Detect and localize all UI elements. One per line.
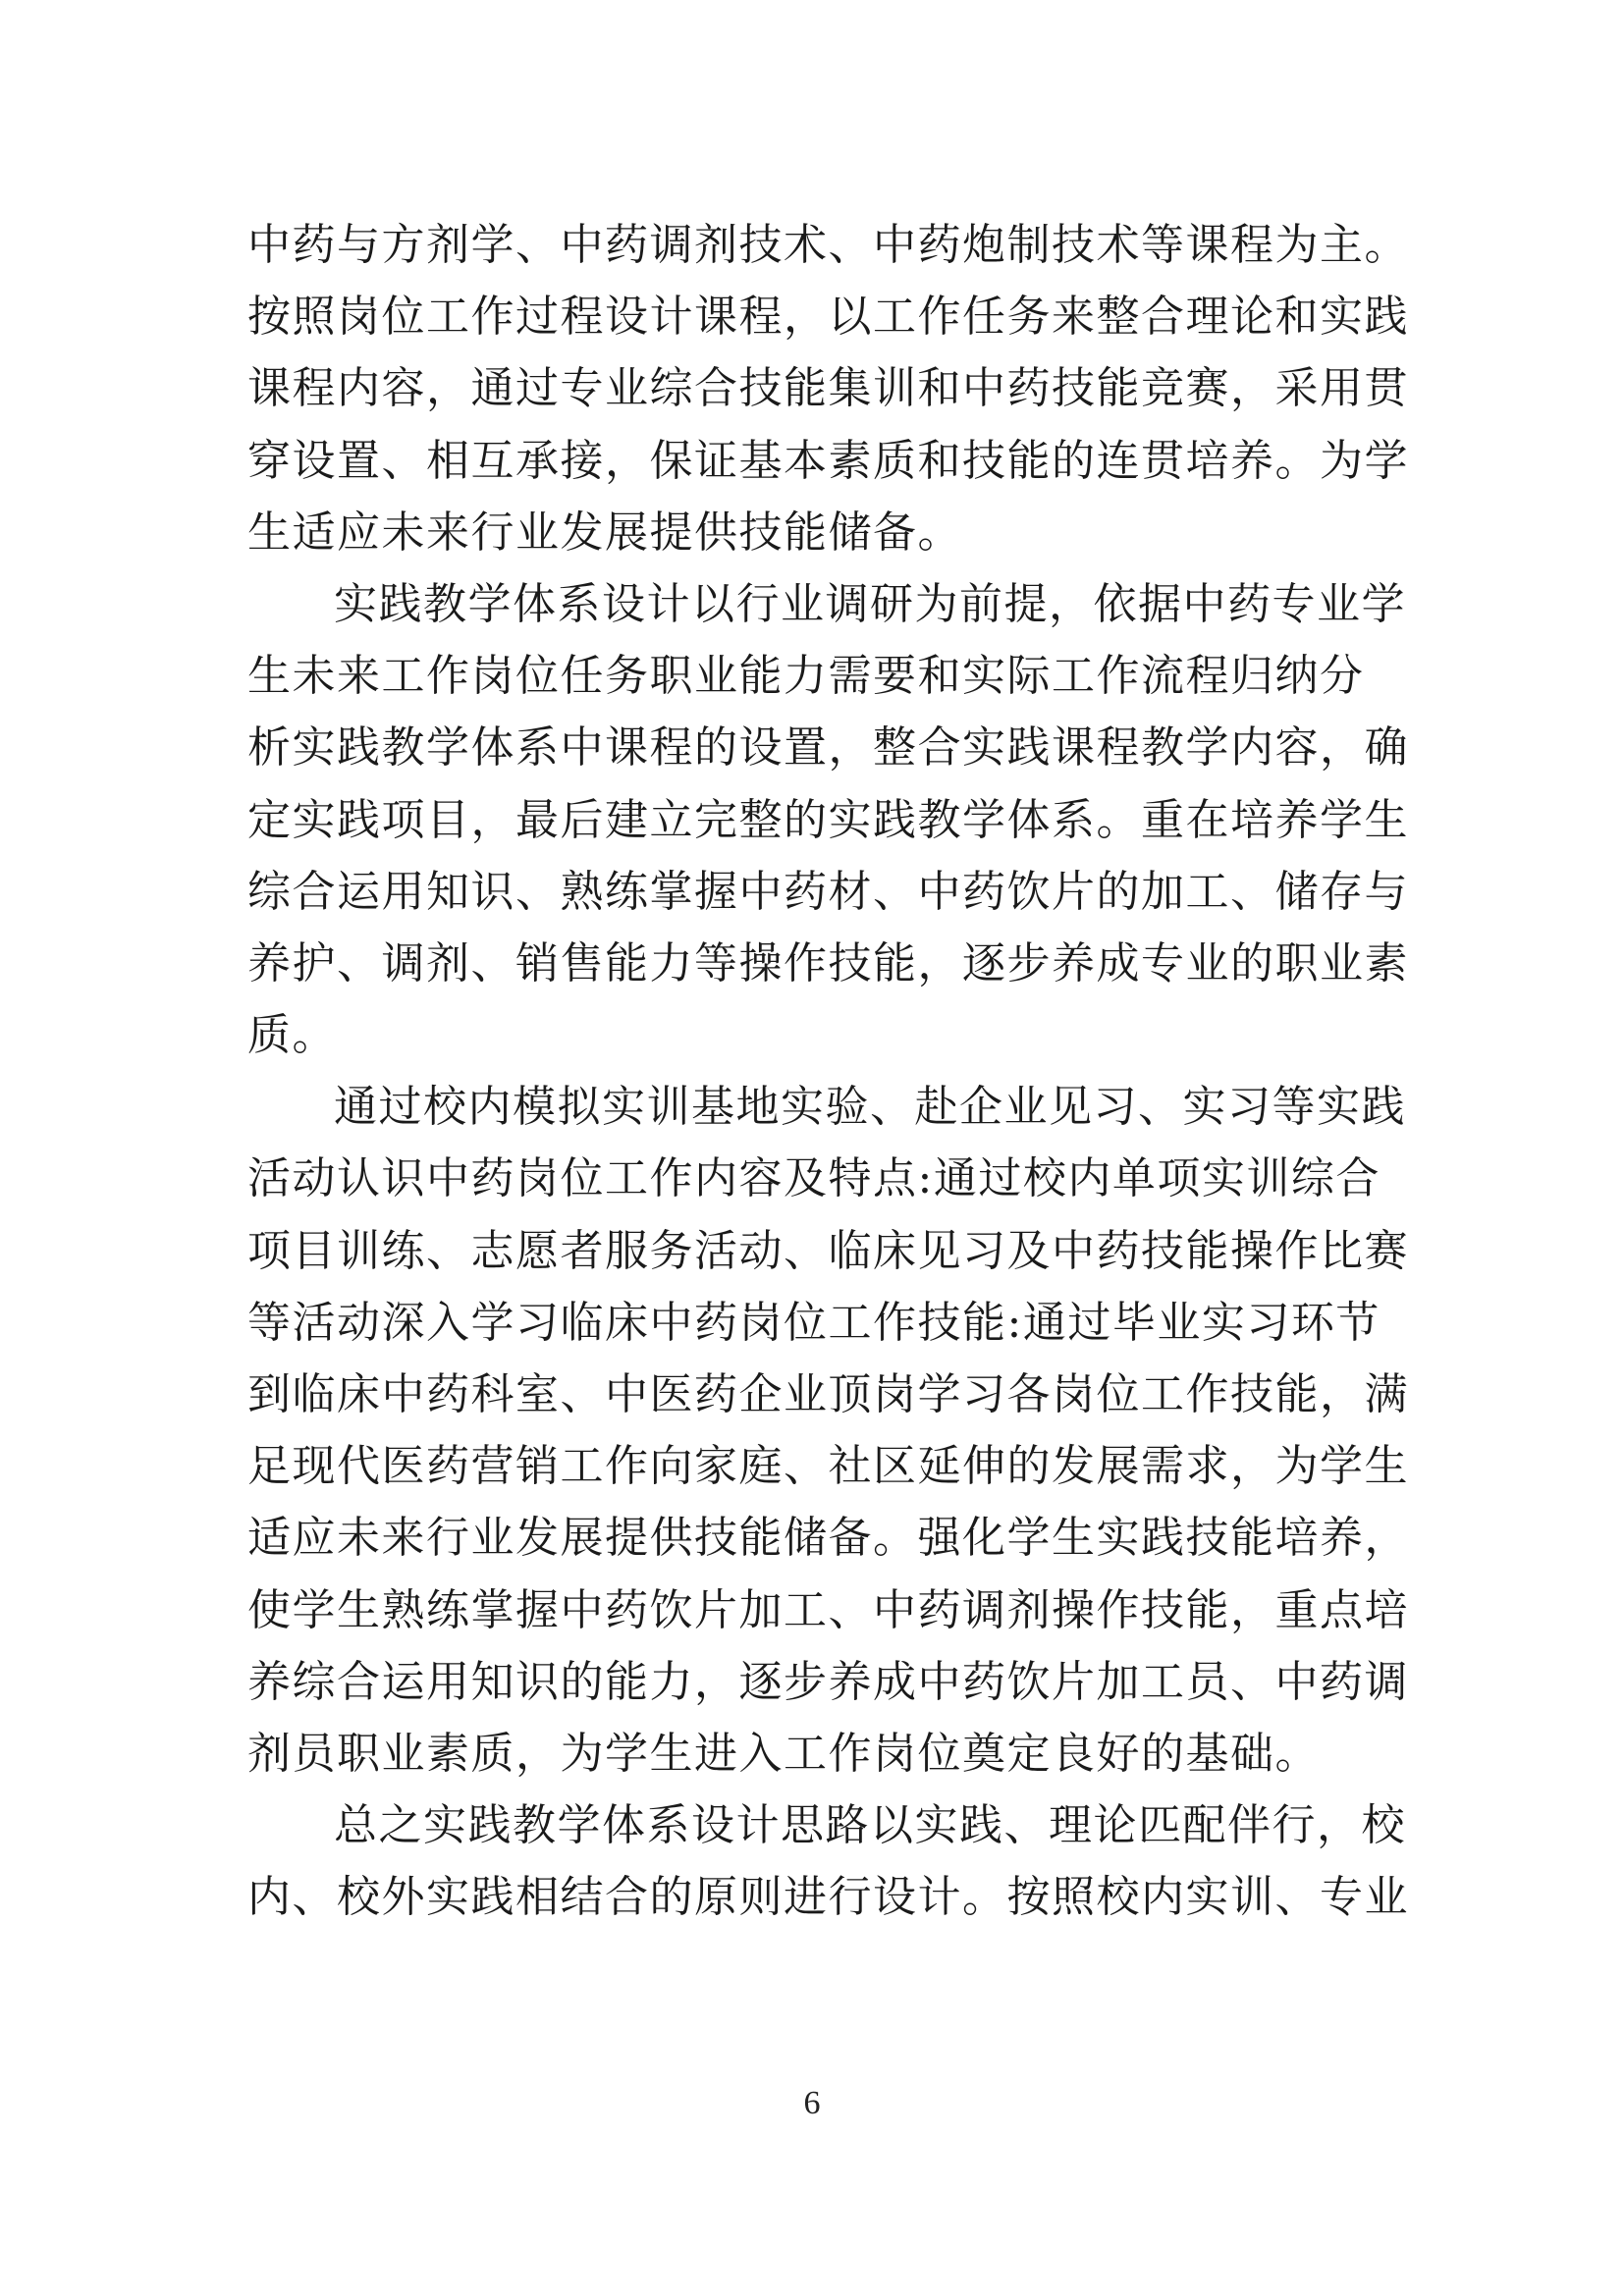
- text-line: 生未来工作岗位任务职业能力需要和实际工作流程归纳分: [247, 651, 1365, 702]
- text-line: 实践教学体系设计以行业调研为前提，依据中药专业学: [334, 578, 1406, 629]
- text-line: 按照岗位工作过程设计课程，以工作任务来整合理论和实践: [247, 292, 1409, 343]
- page-number: 6: [803, 2085, 821, 2121]
- text-line: 养护、调剂、销售能力等操作技能，逐步养成专业的职业素: [247, 937, 1409, 988]
- text-line: 通过校内模拟实训基地实验、赴企业见习、实习等实践: [334, 1082, 1406, 1133]
- text-line: 到临床中药科室、中医药企业顶岗学习各岗位工作技能，满: [247, 1369, 1409, 1419]
- text-line: 总之实践教学体系设计思路以实践、理论匹配伴行，校: [334, 1800, 1406, 1851]
- text-line: 项目训练、志愿者服务活动、临床见习及中药技能操作比赛: [247, 1225, 1409, 1276]
- text-line: 综合运用知识、熟练掌握中药材、中药饮片的加工、储存与: [247, 866, 1409, 917]
- text-line: 活动认识中药岗位工作内容及特点:通过校内单项实训综合: [247, 1153, 1380, 1204]
- text-line: 内、校外实践相结合的原则进行设计。按照校内实训、专业: [247, 1872, 1409, 1923]
- text-line: 定实践项目，最后建立完整的实践教学体系。重在培养学生: [247, 794, 1409, 845]
- text-line: 生适应未来行业发展提供技能储备。: [247, 507, 962, 558]
- text-line: 中药与方剂学、中药调剂技术、中药炮制技术等课程为主。: [247, 220, 1409, 270]
- text-line: 课程内容，通过专业综合技能集训和中药技能竞赛，采用贯: [247, 363, 1409, 414]
- text-line: 等活动深入学习临床中药岗位工作技能:通过毕业实习环节: [247, 1297, 1380, 1348]
- paragraph-4: [247, 1789, 1409, 1933]
- text-line: 剂员职业素质，为学生进入工作岗位奠定良好的基础。: [247, 1728, 1320, 1779]
- text-line: 养综合运用知识的能力，逐步养成中药饮片加工员、中药调: [247, 1656, 1409, 1707]
- text-line: 质。: [247, 1010, 337, 1061]
- text-line: 适应未来行业发展提供技能储备。强化学生实践技能培养，: [247, 1513, 1409, 1564]
- paragraph-2: [247, 568, 1409, 1071]
- paragraph-1: [247, 209, 1409, 568]
- text-line: 穿设置、相互承接，保证基本素质和技能的连贯培养。为学: [247, 435, 1409, 486]
- body-text: [247, 209, 1409, 1934]
- text-line: 使学生熟练掌握中药饮片加工、中药调剂操作技能，重点培: [247, 1584, 1409, 1635]
- text-line: 析实践教学体系中课程的设置，整合实践课程教学内容，确: [247, 722, 1409, 774]
- text-line: 足现代医药营销工作向家庭、社区延伸的发展需求，为学生: [247, 1441, 1409, 1492]
- paragraph-3: [247, 1071, 1409, 1789]
